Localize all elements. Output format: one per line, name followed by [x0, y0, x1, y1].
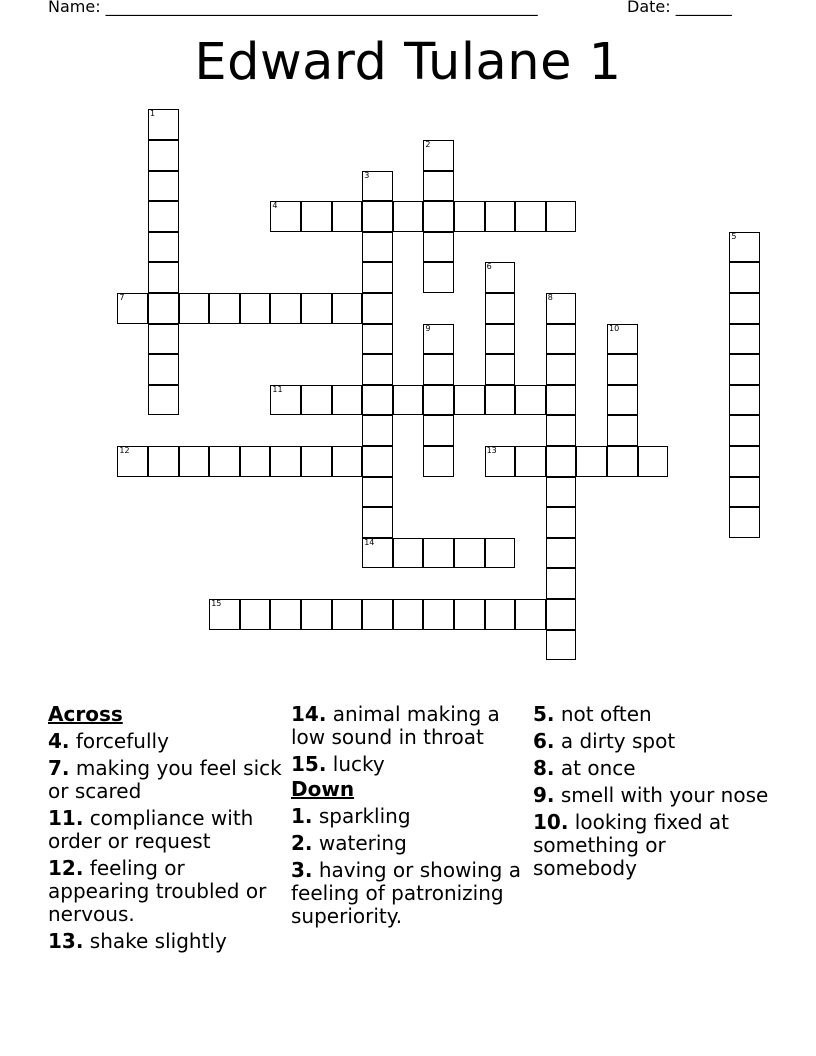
grid-cell[interactable]: [362, 415, 393, 446]
grid-cell[interactable]: [546, 293, 577, 324]
grid-cell[interactable]: [485, 324, 516, 355]
grid-cell[interactable]: [148, 109, 179, 140]
grid-cell[interactable]: [117, 293, 148, 324]
grid-cell[interactable]: [729, 507, 760, 538]
grid-cell[interactable]: [729, 324, 760, 355]
grid-cell[interactable]: [546, 446, 577, 477]
cell-number: 2: [425, 140, 431, 149]
clue-across-12: 12. feeling or appearing troubled or nervous.: [48, 856, 267, 926]
grid-cell[interactable]: [362, 201, 393, 232]
grid-cell[interactable]: [729, 262, 760, 293]
grid-cell[interactable]: [393, 385, 424, 416]
cell-number: 15: [211, 599, 222, 608]
grid-cell[interactable]: [148, 293, 179, 324]
grid-cell[interactable]: [148, 232, 179, 263]
cell-number: 3: [364, 170, 370, 180]
name-field: Name: ______________________________________________________: [48, 0, 538, 16]
grid-cell[interactable]: [423, 140, 454, 171]
cell-number: 10: [609, 323, 620, 333]
grid-cell[interactable]: [240, 293, 271, 324]
grid-cell[interactable]: [546, 201, 577, 232]
grid-cell[interactable]: [423, 415, 454, 446]
grid-cell[interactable]: [270, 599, 301, 630]
grid-cell[interactable]: [729, 385, 760, 416]
clue-down-10: 10. looking fixed at something or somebody: [533, 810, 729, 880]
grid-cell[interactable]: [607, 324, 638, 355]
grid-cell[interactable]: [270, 385, 301, 416]
grid-cell[interactable]: [607, 446, 638, 477]
grid-cell[interactable]: [148, 385, 179, 416]
grid-cell[interactable]: [148, 201, 179, 232]
grid-cell[interactable]: [485, 262, 516, 293]
grid-cell[interactable]: [515, 446, 546, 477]
grid-cell[interactable]: [301, 599, 332, 630]
clue-across-15: 15. lucky: [291, 752, 385, 776]
grid-cell[interactable]: [423, 171, 454, 202]
across-heading: Across: [48, 702, 123, 726]
grid-cell[interactable]: [270, 293, 301, 324]
grid-cell[interactable]: [117, 446, 148, 477]
cell-number: 8: [547, 293, 553, 302]
grid-cell[interactable]: [546, 477, 577, 508]
grid-cell[interactable]: [607, 415, 638, 446]
grid-cell[interactable]: [240, 599, 271, 630]
grid-cell[interactable]: [332, 201, 363, 232]
grid-cell[interactable]: [729, 477, 760, 508]
grid-cell[interactable]: [362, 385, 393, 416]
grid-cell[interactable]: [301, 446, 332, 477]
grid-cell[interactable]: [362, 171, 393, 202]
grid-cell[interactable]: [332, 385, 363, 416]
grid-cell[interactable]: [301, 385, 332, 416]
cell-number: 7: [119, 293, 125, 302]
grid-cell[interactable]: [332, 293, 363, 324]
grid-cell[interactable]: [423, 262, 454, 293]
puzzle-title: Edward Tulane 1: [194, 33, 622, 92]
cell-number: 9: [425, 323, 431, 333]
clue-across-4: 4. forcefully: [48, 729, 169, 753]
grid-cell[interactable]: [423, 385, 454, 416]
grid-cell[interactable]: [485, 599, 516, 630]
clue-down-9: 9. smell with your nose: [533, 783, 769, 807]
clue-across-7: 7. making you feel sick or scared: [48, 756, 282, 803]
grid-cell[interactable]: [423, 232, 454, 263]
grid-cell[interactable]: [362, 262, 393, 293]
grid-cell[interactable]: [362, 538, 393, 569]
grid-cell[interactable]: [362, 477, 393, 508]
grid-cell[interactable]: [423, 599, 454, 630]
clues-column-3: [533, 701, 769, 880]
clue-down-6: 6. a dirty spot: [533, 729, 676, 753]
grid-cell[interactable]: [485, 446, 516, 477]
cell-number: 4: [272, 201, 278, 211]
grid-cell[interactable]: [362, 599, 393, 630]
cell-number: 11: [272, 384, 283, 394]
grid-cell[interactable]: [546, 354, 577, 385]
grid-cell[interactable]: [423, 201, 454, 232]
grid-cell[interactable]: [148, 140, 179, 171]
grid-cell[interactable]: [546, 599, 577, 630]
clue-down-2: 2. watering: [291, 831, 407, 855]
grid-cell[interactable]: [454, 201, 485, 232]
grid-cell[interactable]: [393, 599, 424, 630]
grid-cell[interactable]: [362, 232, 393, 263]
cell-number: 6: [486, 262, 492, 272]
grid-cell[interactable]: [423, 324, 454, 355]
clue-across-13: 13. shake slightly: [48, 929, 227, 953]
clue-down-8: 8. at once: [533, 756, 636, 780]
cell-number: 14: [364, 537, 375, 547]
grid-cell[interactable]: [546, 538, 577, 569]
grid-cell[interactable]: [362, 354, 393, 385]
grid-cell[interactable]: [270, 446, 301, 477]
grid-cell[interactable]: [270, 201, 301, 232]
clue-across-14: 14. animal making a low sound in throat: [291, 702, 500, 749]
clues-column-2: [291, 701, 527, 928]
grid-cell[interactable]: [607, 385, 638, 416]
grid-cell[interactable]: [362, 507, 393, 538]
grid-cell[interactable]: [301, 293, 332, 324]
grid-cell[interactable]: [607, 354, 638, 385]
grid-cell[interactable]: [729, 293, 760, 324]
grid-cell[interactable]: [209, 293, 240, 324]
grid-cell[interactable]: [546, 507, 577, 538]
cell-number: 12: [119, 446, 130, 455]
grid-cell[interactable]: [362, 293, 393, 324]
grid-cell[interactable]: [729, 415, 760, 446]
grid-cell[interactable]: [301, 201, 332, 232]
grid-cell[interactable]: [454, 385, 485, 416]
grid-cell[interactable]: [546, 324, 577, 355]
clue-down-3: 3. having or showing a feeling of patronizing superiority.: [291, 858, 521, 928]
grid-cell[interactable]: [148, 324, 179, 355]
clues-column-1: [48, 701, 284, 953]
grid-cell[interactable]: [576, 446, 607, 477]
grid-cell[interactable]: [485, 293, 516, 324]
grid-cell[interactable]: [485, 538, 516, 569]
grid-cell[interactable]: [546, 385, 577, 416]
grid-cell[interactable]: [515, 201, 546, 232]
grid-cell[interactable]: [423, 446, 454, 477]
grid-cell[interactable]: [515, 599, 546, 630]
grid-cell[interactable]: [179, 293, 210, 324]
grid-cell[interactable]: [423, 354, 454, 385]
grid-cell[interactable]: [638, 446, 669, 477]
grid-cell[interactable]: [393, 201, 424, 232]
grid-cell[interactable]: [546, 415, 577, 446]
grid-cell[interactable]: [454, 538, 485, 569]
grid-cell[interactable]: [332, 599, 363, 630]
grid-cell[interactable]: [362, 324, 393, 355]
grid-cell[interactable]: [546, 630, 577, 661]
date-field: Date: _______: [627, 0, 732, 16]
grid-cell[interactable]: [240, 446, 271, 477]
cell-number: 5: [731, 231, 737, 241]
grid-cell[interactable]: [179, 446, 210, 477]
grid-cell[interactable]: [148, 171, 179, 202]
grid-cell[interactable]: [729, 354, 760, 385]
grid-cell[interactable]: [209, 446, 240, 477]
cell-number: 13: [486, 446, 497, 455]
clue-across-11: 11. compliance with order or request: [48, 806, 254, 853]
grid-cell[interactable]: [485, 354, 516, 385]
grid-cell[interactable]: [148, 262, 179, 293]
grid-cell[interactable]: [209, 599, 240, 630]
clue-down-1: 1. sparkling: [291, 804, 411, 828]
down-heading: Down: [291, 777, 355, 801]
grid-cell[interactable]: [332, 446, 363, 477]
grid-cell[interactable]: [454, 599, 485, 630]
grid-cell[interactable]: [515, 385, 546, 416]
grid-cell[interactable]: [423, 538, 454, 569]
grid-cell[interactable]: [148, 354, 179, 385]
cell-number: 1: [150, 109, 156, 119]
grid-cell[interactable]: [148, 446, 179, 477]
grid-cell[interactable]: [393, 538, 424, 569]
grid-cell[interactable]: [546, 568, 577, 599]
grid-cell[interactable]: [729, 446, 760, 477]
clue-down-5: 5. not often: [533, 702, 652, 726]
grid-cell[interactable]: [362, 446, 393, 477]
grid-cell[interactable]: [485, 201, 516, 232]
grid-cell[interactable]: [729, 232, 760, 263]
grid-cell[interactable]: [485, 385, 516, 416]
